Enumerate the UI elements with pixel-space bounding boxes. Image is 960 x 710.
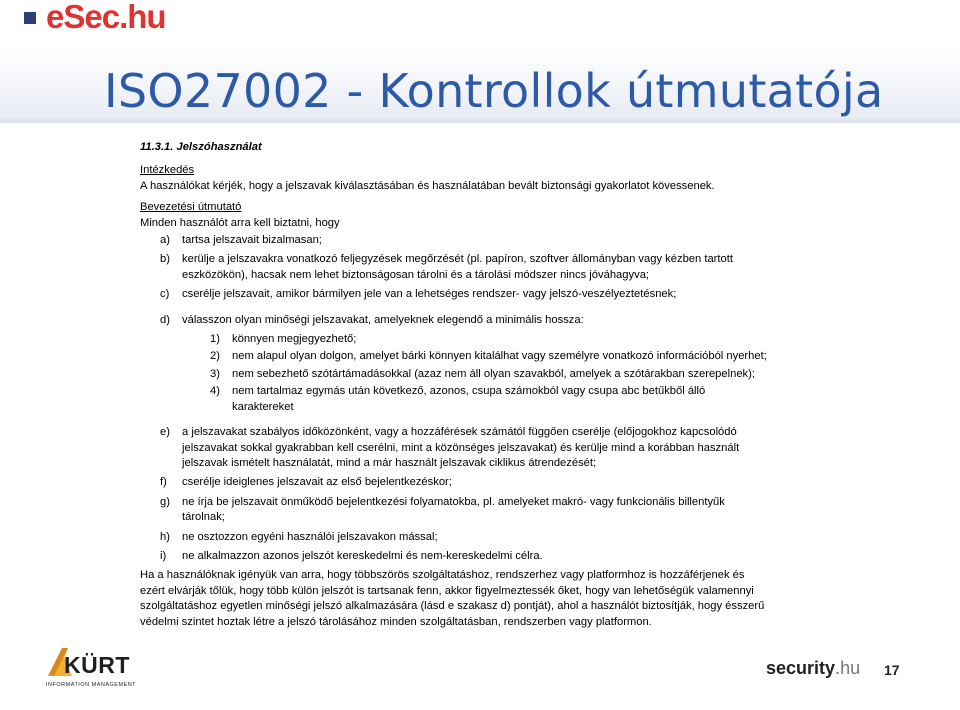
list-item: b) kerülje a jelszavakra vonatkozó feljegyzések megőrzését (pl. papíron, szoftver állományban vagy kézben tartott eszközökön), hacsak nem lehet biztonságosan tárolni és a tárolási módszer nincs jóváhagyva; [160, 253, 733, 281]
sub-list [182, 332, 768, 415]
page-number: 17 [884, 662, 900, 678]
intezkedes-label: Intézkedés [140, 164, 195, 177]
list-item: a) tartsa jelszavait bizalmasan; [160, 234, 322, 247]
security-hu-logo: security.hu [766, 658, 861, 678]
list-item: h) ne osztozzon egyéni használói jelszavakon mással; [160, 530, 438, 543]
header-divider [0, 119, 960, 123]
bevezetesi-label: Bevezetési útmutató [140, 201, 242, 214]
list-item: g) ne írja be jelszavait önműködő bejelentkezési folyamatokba, pl. amelyeket makró- vagy funkcionális billentyűk tárolnak; [160, 495, 725, 524]
closing-paragraph: Ha a használóknak igényük van arra, hogy többszörös szolgáltatáshoz, rendszerhez vagy platformhoz is hozzáférjenek és ezért elvárják tőlük, hogy több külön jelszót is tartsanak fenn, akkor figyelmeztessék őket, hogy van lehetőségük valamennyi szolgáltatáshoz egyetlen minőségi jelszó alkalmazására (lásd e szakasz d) pontját), ahol a használót biztosítják, hogy ésszerű védelmi szintet hoztak létre a jelszó tárolásához minden szolgáltatásban, rendszerben vagy platformon. [140, 569, 765, 628]
slide-title: ISO27002 - Kontrollok útmutatója [104, 64, 884, 118]
sub-list-item: 3) nem sebezhető szótártámadásokkal (azaz nem áll olyan szavakból, amelyek a szótárakban szerepelnek); [210, 367, 755, 380]
esec-logo: eSec.hu [46, 0, 166, 35]
list-item: d) válasszon olyan minőségi jelszavakat, amelyeknek elegendő a minimális hossza: [160, 313, 584, 326]
document-text [140, 140, 768, 636]
section-title: 11.3.1. Jelszóhasználat [140, 141, 262, 153]
list-item: i) ne alkalmazzon azonos jelszót kereskedelmi és nem-kereskedelmi célra. [160, 549, 543, 562]
kurt-logo-subtitle: INFORMATION MANAGEMENT [46, 682, 137, 688]
document-excerpt [132, 134, 774, 710]
intezkedes-text: A használókat kérjék, hogy a jelszavak kiválasztásában és használatában bevált biztonsági gyakorlatot kövessenek. [140, 179, 715, 192]
guideline-list [140, 233, 768, 564]
list-item: e) a jelszavakat szabályos időközönként, vagy a hozzáférések számától függően cserélje (előjogokhoz kapcsolódó jelszavakat sokkal gyakrabban kell cserélni, mint a közönséges jelszavakat) és kerülje mind a korábban használt jelszavak ismételt használatát, mind a már használt jelszavak ciklikus átrendezését; [160, 426, 740, 469]
list-item: f) cserélje ideiglenes jelszavait az első bejelentkezéskor; [160, 476, 452, 489]
logo-square-icon [24, 12, 36, 24]
sub-list-item: 1) könnyen megjegyezhető; [210, 333, 357, 346]
intro-text: Minden használót arra kell biztatni, hogy [140, 216, 340, 229]
sub-list-item: 4) nem tartalmaz egymás után következő, azonos, csupa számokból vagy csupa abc betűkből álló karaktereket [210, 385, 706, 413]
list-item: c) cserélje jelszavait, amikor bármilyen jele van a lehetséges rendszer- vagy jelszó-veszélyeztetésnek; [160, 288, 677, 301]
sub-list-item: 2) nem alapul olyan dolgon, amelyet bárki könnyen kitalálhat vagy személyre vonatkozó információból nyerhet; [210, 350, 767, 363]
kurt-logo-text: KÜRT [64, 652, 130, 678]
